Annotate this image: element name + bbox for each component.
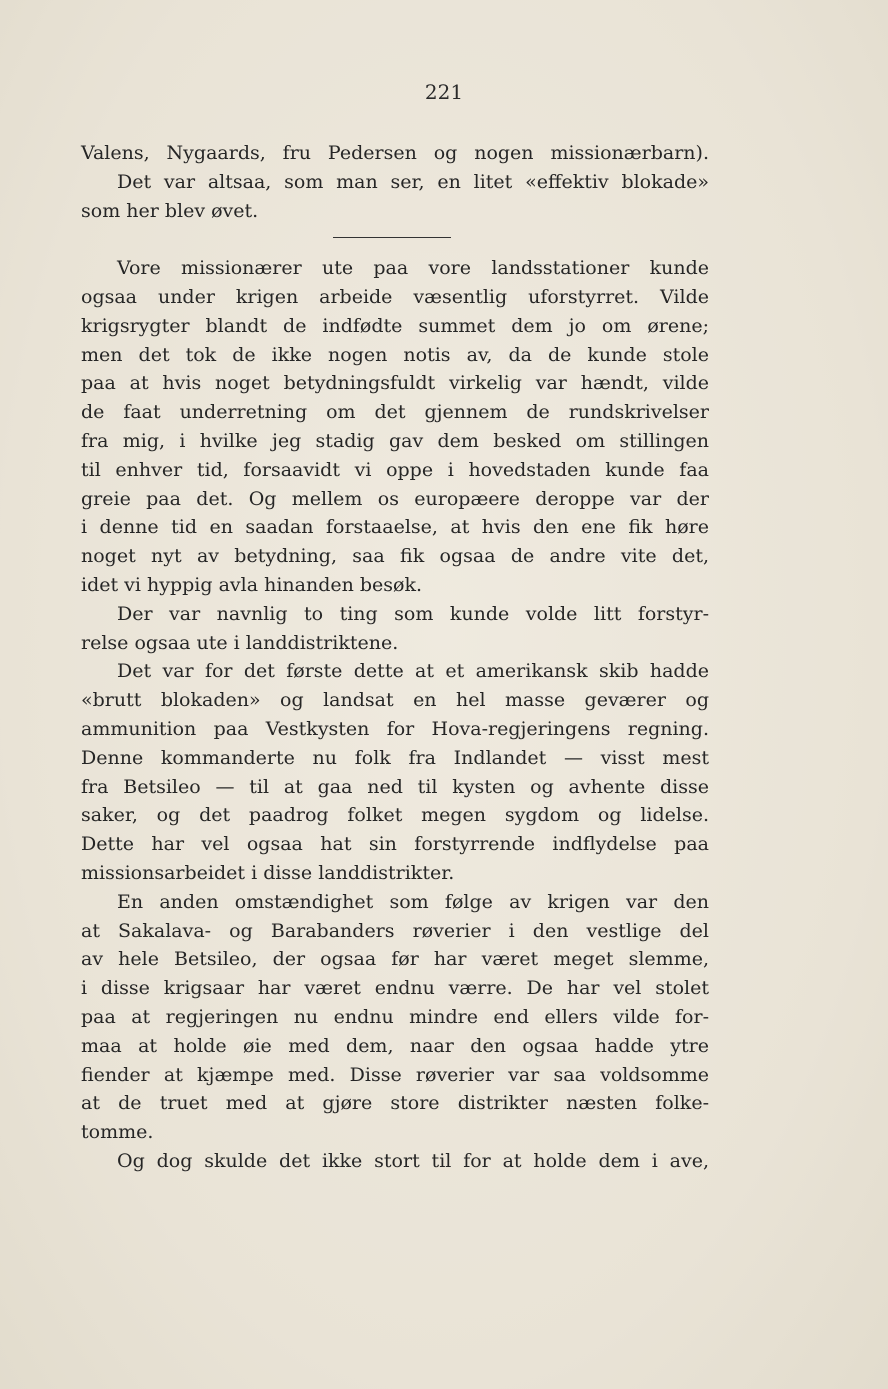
text-line: paa at hvis noget betydningsfuldt virkelig var hændt, vilde [81,372,709,395]
text-line: av hele Betsileo, der ogsaa før har været meget slemme, [81,948,709,971]
text-line: til enhver tid, forsaavidt vi oppe i hovedstaden kunde faa [81,458,709,481]
text-line: paa at regjeringen nu endnu mindre end ellers vilde for- [81,1005,709,1028]
text-line: fiender at kjæmpe med. Disse røverier var saa voldsomme [81,1063,709,1086]
text-line: som her blev øvet. [81,199,259,222]
body-text [81,139,709,1176]
text-line: missionsarbeidet i disse landdistrikter. [81,861,455,884]
text-line: tomme. [81,1121,154,1144]
text-line: i disse krigsaar har været endnu værre. De har vel stolet [81,977,709,1000]
text-line: maa at holde øie med dem, naar den ogsaa hadde ytre [81,1034,709,1057]
text-line: at Sakalava- og Barabanders røverier i den vestlige del [81,919,709,942]
text-line: de faat underretning om det gjennem de rundskrivelser [81,401,709,424]
text-line: noget nyt av betydning, saa fik ogsaa de andre vite det, [81,545,709,568]
text-line: Det var for det første dette at et amerikansk skib hadde [117,660,709,683]
text-line: i denne tid en saadan forstaaelse, at hvis den ene fik høre [81,516,709,539]
text-line: Og dog skulde det ikke stort til for at holde dem i ave, [117,1149,709,1172]
text-line: fra Betsileo — til at gaa ned til kysten og avhente disse [81,775,709,798]
text-line: at de truet med at gjøre store distrikter næsten folke- [81,1092,709,1115]
text-line: En anden omstændighet som følge av krigen var den [117,890,709,913]
text-line: greie paa det. Og mellem os europæere deroppe var der [81,487,709,510]
divider-rule [333,237,451,238]
text-line: Dette har vel ogsaa hat sin forstyrrende indflydelse paa [81,833,709,856]
text-line: idet vi hyppig avla hinanden besøk. [81,573,423,596]
text-line: saker, og det paadrog folket megen sygdom og lidelse. [81,804,709,827]
text-line: «brutt blokaden» og landsat en hel masse geværer og [81,689,709,712]
text-line: Der var navnlig to ting som kunde volde litt forstyr- [117,602,709,625]
page-number: 221 [424,80,464,104]
text-line: Denne kommanderte nu folk fra Indlandet — visst mest [81,746,709,769]
text-line: Det var altsaa, som man ser, en litet «effektiv blokade» [117,170,709,193]
text-line: Vore missionærer ute paa vore landsstationer kunde [117,257,709,280]
text-line: relse ogsaa ute i landdistriktene. [81,631,399,654]
text-line: Valens, Nygaards, fru Pedersen og nogen missionærbarn). [81,142,709,164]
section-divider [81,225,709,254]
text-line: ammunition paa Vestkysten for Hova-regjeringens regning. [81,717,709,740]
text-line: ogsaa under krigen arbeide væsentlig uforstyrret. Vilde [81,285,709,308]
text-line: fra mig, i hvilke jeg stadig gav dem besked om stillingen [81,429,709,452]
text-line: krigsrygter blandt de indfødte summet dem jo om ørene; [81,314,709,337]
text-line: men det tok de ikke nogen notis av, da de kunde stole [81,343,709,366]
